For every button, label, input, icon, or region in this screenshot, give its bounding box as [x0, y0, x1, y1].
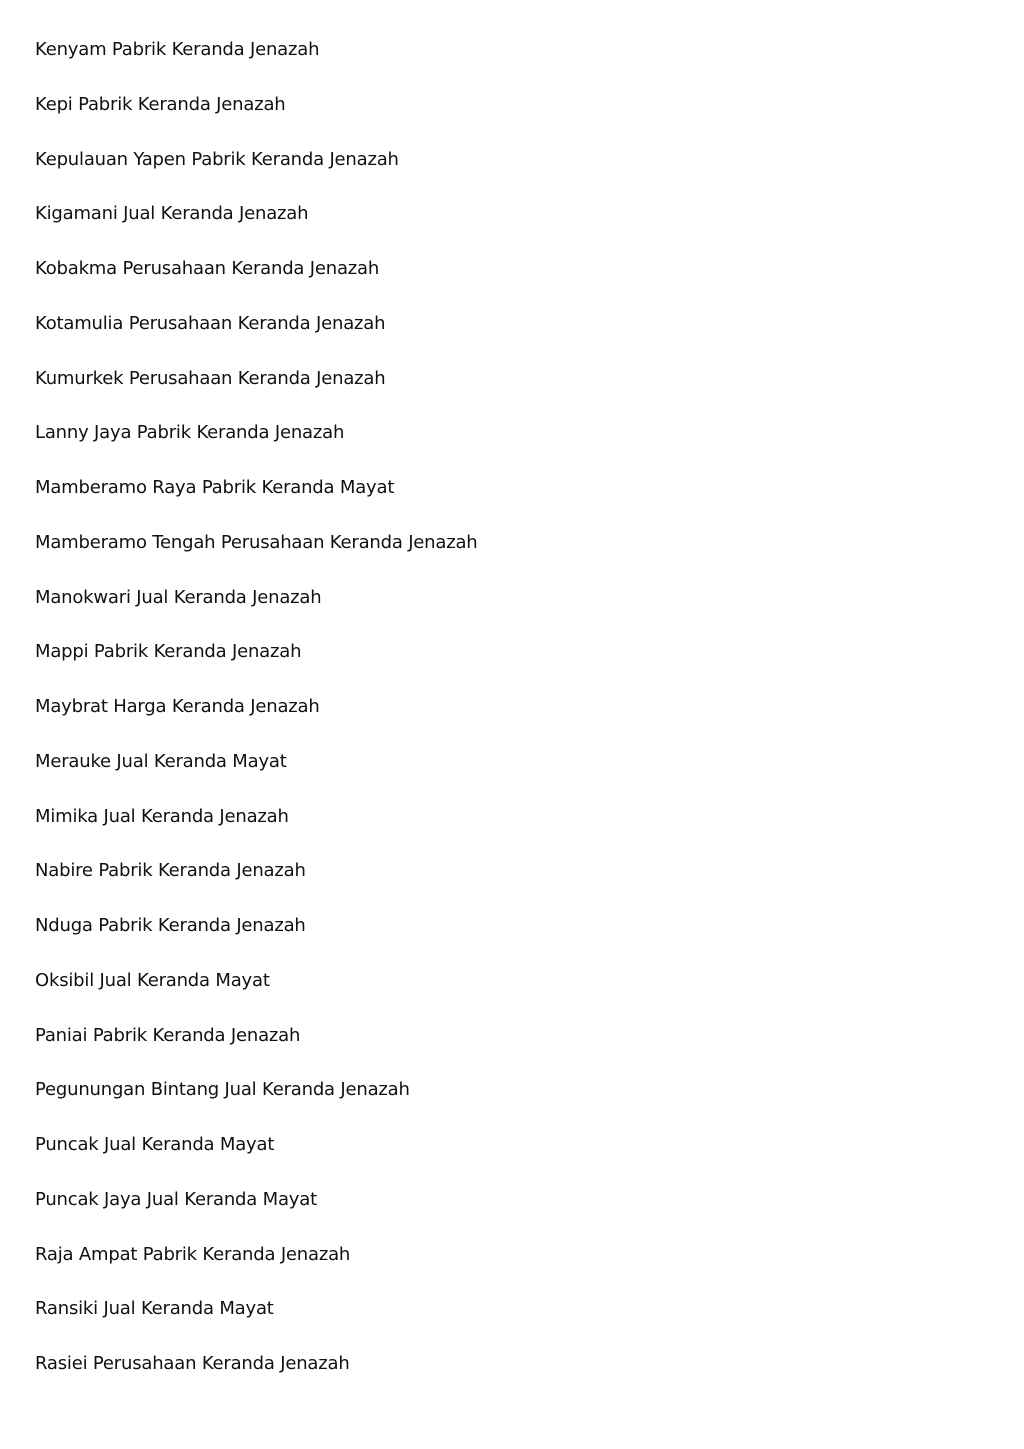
- list-item: Kepi Pabrik Keranda Jenazah: [35, 93, 286, 115]
- list-item: Manokwari Jual Keranda Jenazah: [35, 586, 322, 608]
- list-item: Rasiei Perusahaan Keranda Jenazah: [35, 1353, 350, 1374]
- location-list: [35, 36, 478, 1405]
- list-item: Pegunungan Bintang Jual Keranda Jenazah: [35, 1079, 410, 1101]
- list-item: Maybrat Harga Keranda Jenazah: [35, 696, 320, 717]
- list-item: Nabire Pabrik Keranda Jenazah: [35, 860, 306, 882]
- list-item: Puncak Jaya Jual Keranda Mayat: [35, 1188, 317, 1210]
- list-item: Kobakma Perusahaan Keranda Jenazah: [35, 258, 380, 279]
- list-item: Mamberamo Raya Pabrik Keranda Mayat: [35, 477, 395, 498]
- list-item: Puncak Jual Keranda Mayat: [35, 1134, 275, 1155]
- list-item: Kumurkek Perusahaan Keranda Jenazah: [35, 367, 386, 389]
- list-item: Kenyam Pabrik Keranda Jenazah: [35, 39, 320, 60]
- list-item: Kepulauan Yapen Pabrik Keranda Jenazah: [35, 148, 399, 170]
- list-item: Kigamani Jual Keranda Jenazah: [35, 203, 309, 225]
- list-item: Oksibil Jual Keranda Mayat: [35, 969, 270, 991]
- list-item: Ransiki Jual Keranda Mayat: [35, 1298, 274, 1320]
- list-item: Mimika Jual Keranda Jenazah: [35, 805, 289, 827]
- list-item: Paniai Pabrik Keranda Jenazah: [35, 1024, 301, 1046]
- list-item: Lanny Jaya Pabrik Keranda Jenazah: [35, 422, 345, 444]
- list-item: Mappi Pabrik Keranda Jenazah: [35, 641, 302, 663]
- list-item: Kotamulia Perusahaan Keranda Jenazah: [35, 312, 386, 334]
- list-item: Nduga Pabrik Keranda Jenazah: [35, 915, 306, 936]
- list-item: Mamberamo Tengah Perusahaan Keranda Jenazah: [35, 531, 478, 553]
- list-item: Merauke Jual Keranda Mayat: [35, 750, 287, 772]
- list-item: Raja Ampat Pabrik Keranda Jenazah: [35, 1243, 351, 1265]
